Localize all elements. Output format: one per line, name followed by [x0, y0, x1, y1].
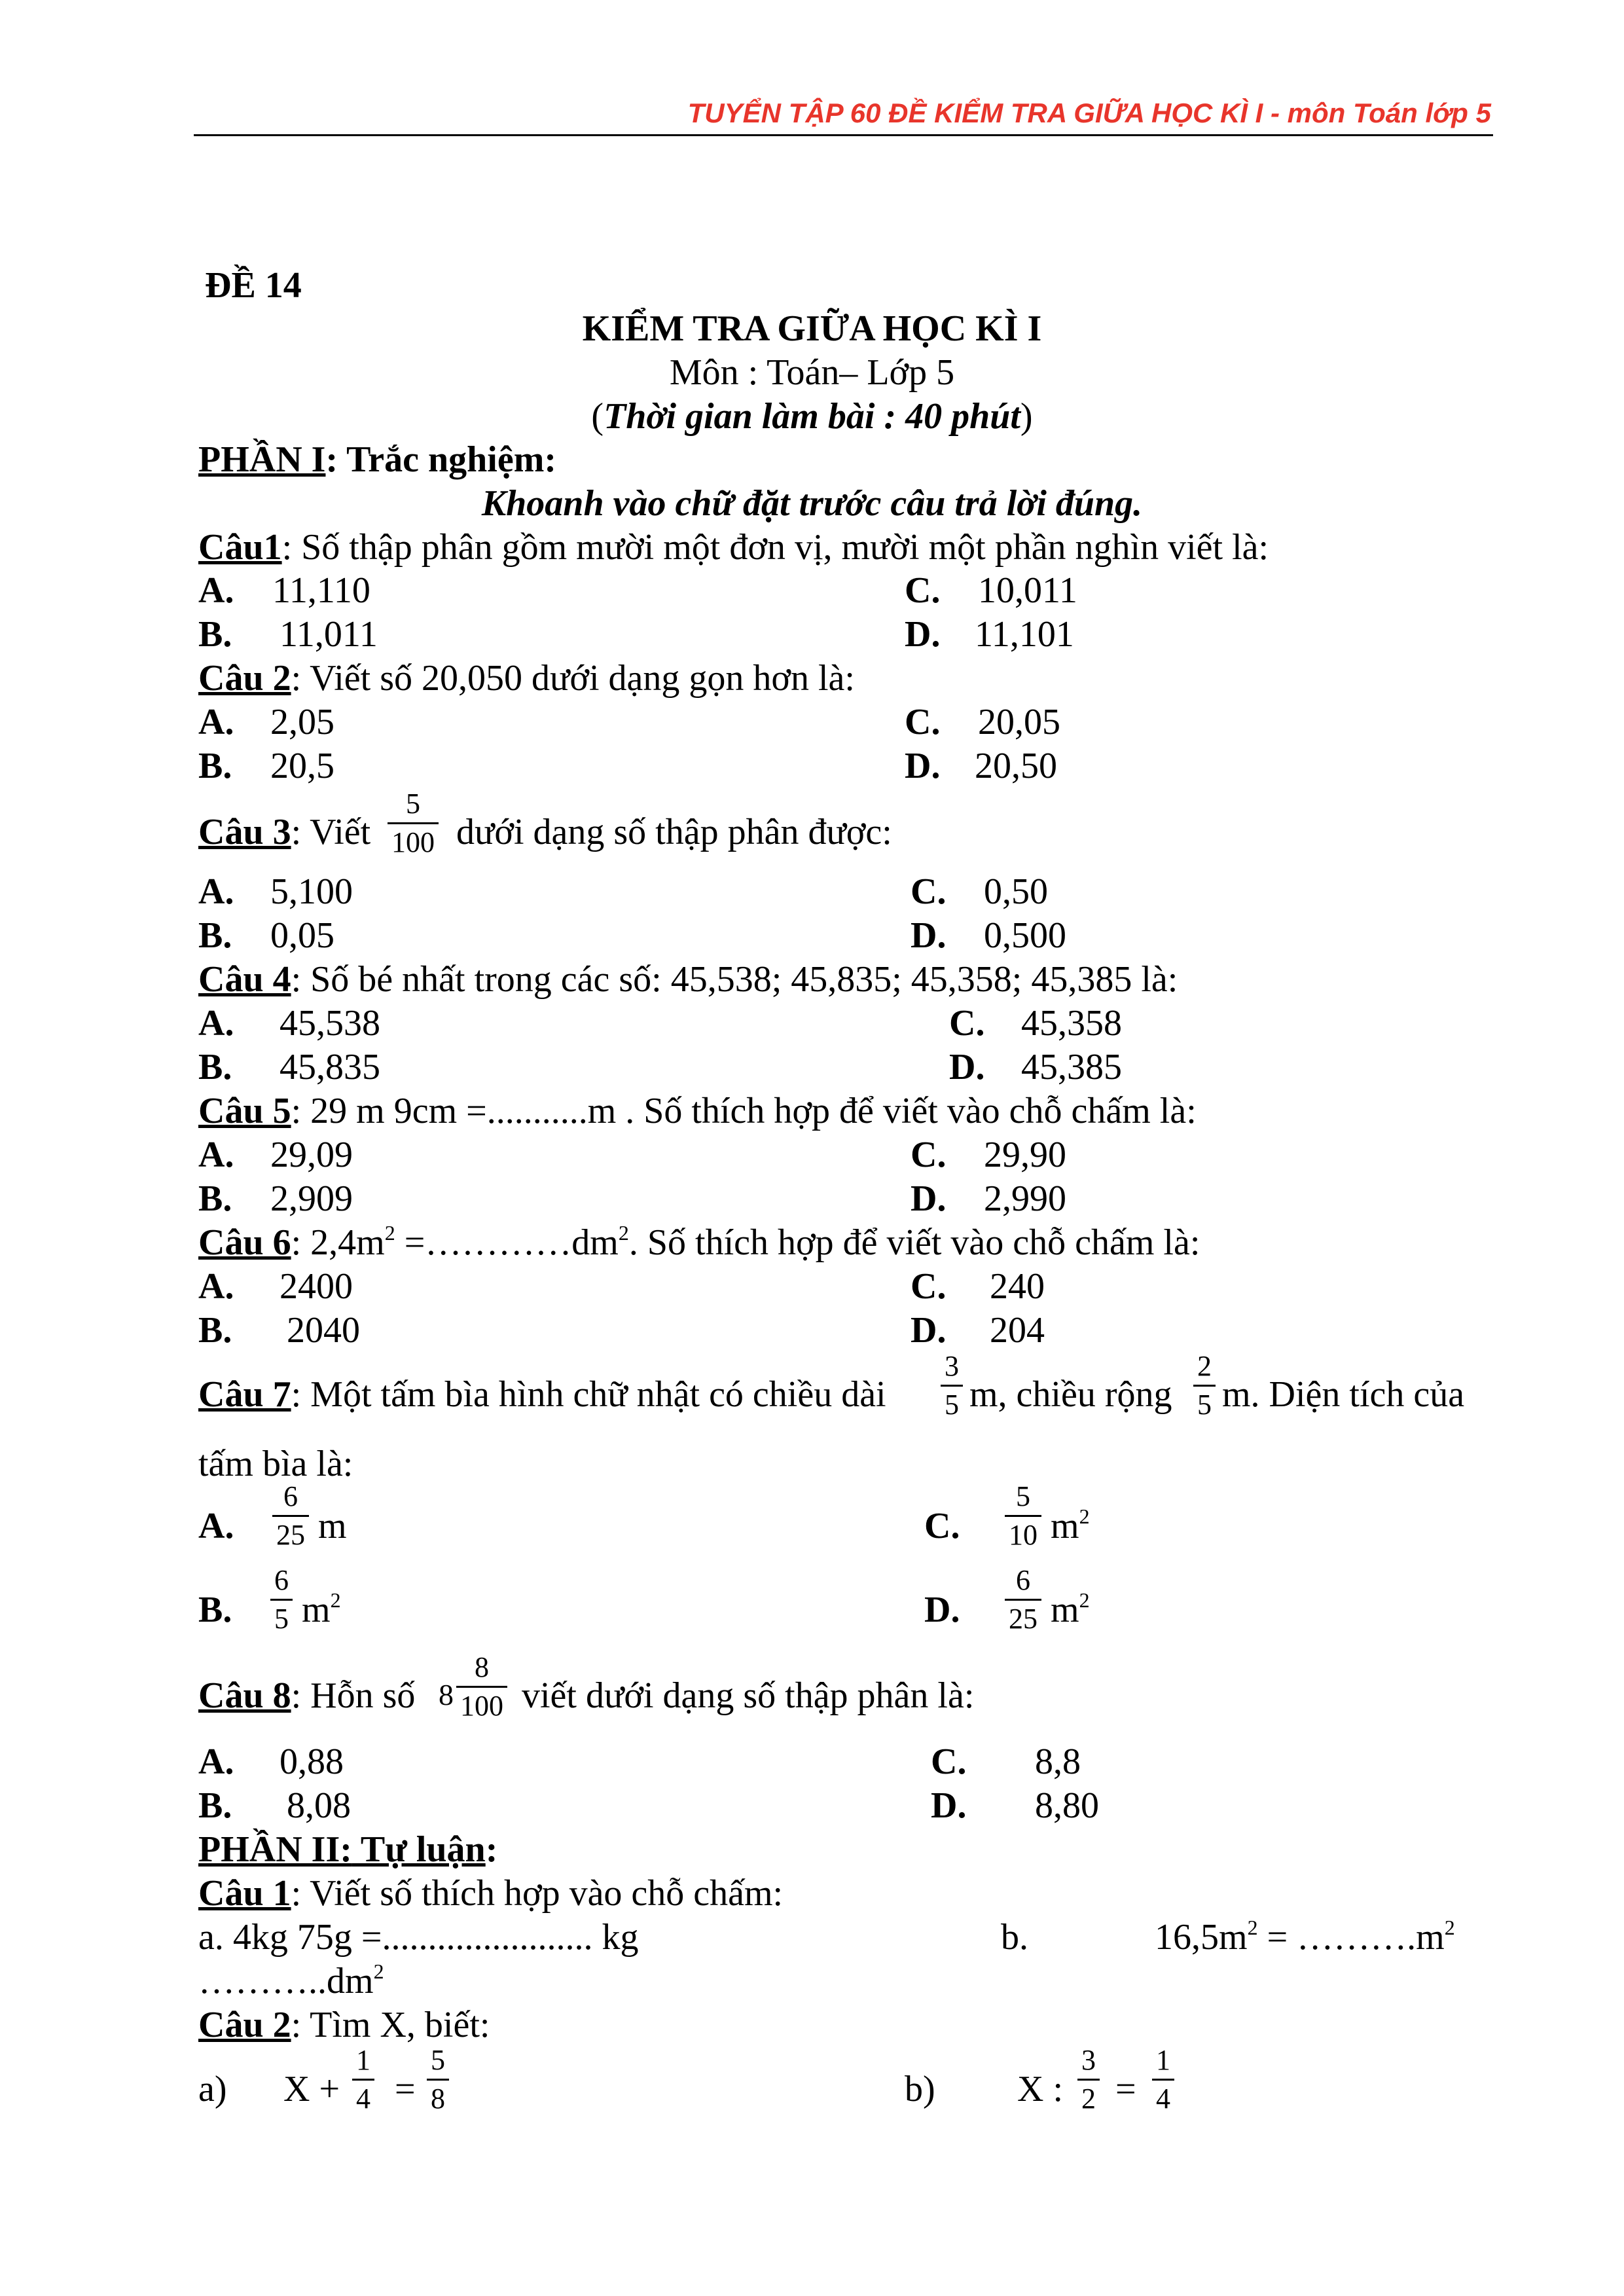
- q5-b-letter: B.: [198, 1178, 232, 1219]
- part1-instruction: Khoanh vào chữ đặt trước câu trả lời đúng.: [481, 483, 1143, 524]
- q1-c-value: 10,011: [978, 570, 1077, 611]
- q4-b-letter: B.: [198, 1047, 232, 1087]
- q8-d-value: 8,80: [1035, 1785, 1099, 1826]
- q4-d-value: 45,385: [1021, 1047, 1122, 1087]
- q7-d-num: 6: [1016, 1564, 1030, 1596]
- q3-c-value: 0,50: [984, 871, 1048, 912]
- q7-b-num: 6: [274, 1564, 289, 1596]
- q7-c-fraction: [1005, 1482, 1041, 1550]
- p2-q2-b-f1-den: 2: [1077, 2079, 1100, 2113]
- q7-c-unit-text: m: [1051, 1506, 1079, 1546]
- q6-b-letter: B.: [198, 1310, 232, 1351]
- q3-a-value: 5,100: [270, 871, 353, 912]
- q8-b-letter: B.: [198, 1785, 232, 1826]
- p2-q1-label: Câu 1: [198, 1873, 291, 1914]
- q2-d-letter: D.: [905, 746, 941, 786]
- q7-b-sup: 2: [330, 1588, 341, 1612]
- q7-c-unit: [1051, 1504, 1090, 1546]
- q2-label: Câu 2: [198, 658, 291, 699]
- exam-time: (Thời gian làm bài : 40 phút): [591, 396, 1033, 437]
- q8-c-letter: C.: [931, 1741, 967, 1782]
- q7-d-unit-text: m: [1051, 1590, 1079, 1630]
- q3-a-letter: A.: [198, 871, 234, 912]
- q7-stem-post: m. Diện tích của: [1222, 1374, 1465, 1415]
- q8-stem-pre: [198, 1677, 415, 1714]
- q8-d-letter: D.: [931, 1785, 967, 1826]
- q7-b-unit: [302, 1588, 341, 1630]
- q2-text: : Viết số 20,050 dưới dạng gọn hơn là:: [291, 658, 855, 699]
- p2-q2-b-frac2: [1152, 2046, 1174, 2113]
- q1-d-value: 11,101: [975, 614, 1074, 655]
- q3-b-letter: B.: [198, 915, 232, 956]
- q7-f1-den: 5: [941, 1385, 963, 1419]
- q5-b-value: 2,909: [270, 1178, 353, 1219]
- q3-fraction: [388, 790, 439, 857]
- p2-q1-line2-text: ………..dm: [198, 1961, 374, 2001]
- q8-label: Câu 8: [198, 1675, 291, 1716]
- p2-q2-b-f2-num: 1: [1156, 2044, 1170, 2076]
- q6-c-value: 240: [990, 1266, 1045, 1307]
- q1-b-letter: B.: [198, 614, 232, 655]
- q3-stem-post: dưới dạng số thập phân được:: [456, 812, 892, 852]
- q2-b-value: 20,5: [270, 746, 334, 786]
- q7-width-fraction: [1193, 1352, 1216, 1419]
- p2-q2-a-x: X +: [283, 2069, 340, 2109]
- q3-frac-den: 100: [388, 822, 439, 857]
- q8-c-value: 8,8: [1035, 1741, 1081, 1782]
- q7-pre: : Một tấm bìa hình chữ nhật có chiều dài: [291, 1374, 886, 1415]
- q8-a-value: 0,88: [280, 1741, 344, 1782]
- p2-q1-line2-sup: 2: [373, 1959, 384, 1983]
- q3-c-letter: C.: [911, 871, 947, 912]
- q2-a-letter: A.: [198, 702, 234, 742]
- q8-whole: 8: [439, 1678, 454, 1711]
- q1-text: : Số thập phân gồm mười một đơn vị, mười một phần nghìn viết là:: [281, 527, 1269, 568]
- q6-a-value: 2400: [280, 1266, 353, 1307]
- q3-d-value: 0,500: [984, 915, 1066, 956]
- q3-label: Câu 3: [198, 812, 291, 852]
- exam-number: ĐỀ 14: [205, 265, 302, 306]
- q7-a-den: 25: [272, 1515, 309, 1550]
- p2-q2-a-label: a): [198, 2069, 227, 2109]
- part1-heading-rest: : Trắc nghiệm:: [325, 439, 556, 480]
- q8-b-value: 8,08: [287, 1785, 351, 1826]
- p2-q2-a-f1-den: 4: [352, 2079, 374, 2113]
- p2-q1-b-expr: [1155, 1916, 1455, 1958]
- q1-b-value: 11,011: [280, 614, 378, 655]
- q7-d-unit: [1051, 1588, 1090, 1630]
- q2-stem: [198, 660, 855, 697]
- q2-a-value: 2,05: [270, 702, 334, 742]
- p2-q2-a-f2-num: 5: [431, 2044, 445, 2076]
- q3-frac-num: 5: [406, 788, 420, 820]
- q7-b-unit-text: m: [302, 1590, 331, 1630]
- q6-a-letter: A.: [198, 1266, 234, 1307]
- q5-c-letter: C.: [911, 1135, 947, 1175]
- q7-stem-pre: [198, 1376, 886, 1413]
- p2-q2-b-f1-num: 3: [1081, 2044, 1096, 2076]
- part2-rest: Tự luận: [352, 1829, 486, 1870]
- q2-c-letter: C.: [905, 702, 941, 742]
- p2-q1-b-sup1: 2: [1247, 1916, 1258, 1939]
- q4-stem: [198, 961, 1178, 998]
- q8-frac-den: 100: [456, 1686, 507, 1721]
- q7-stem-mid: m, chiều rộng: [969, 1374, 1172, 1415]
- q1-stem: [198, 529, 1269, 566]
- q5-a-value: 29,09: [270, 1135, 353, 1175]
- p2-q1-b-expr-text: 16,5m: [1155, 1917, 1248, 1958]
- q2-c-value: 20,05: [978, 702, 1060, 742]
- time-note: Thời gian làm bài : 40 phút: [604, 396, 1020, 437]
- q1-c-letter: C.: [905, 570, 941, 611]
- q7-c-den: 10: [1005, 1515, 1041, 1550]
- q7-a-unit: m: [318, 1506, 347, 1546]
- q7-f2-num: 2: [1197, 1350, 1212, 1382]
- p2-q2-b-f2-den: 4: [1152, 2079, 1174, 2113]
- header-rule: [194, 134, 1493, 136]
- p2-q2-label: Câu 2: [198, 2005, 291, 2045]
- q4-a-letter: A.: [198, 1003, 234, 1044]
- q5-label: Câu 5: [198, 1091, 291, 1131]
- q4-text: : Số bé nhất trong các số: 45,538; 45,835; 45,358; 45,385 là:: [291, 959, 1178, 1000]
- q6-label: Câu 6: [198, 1222, 291, 1263]
- q5-d-value: 2,990: [984, 1178, 1066, 1219]
- q7-stem-line2: tấm bìa là:: [198, 1444, 353, 1484]
- q3-stem-pre: [198, 814, 370, 850]
- q1-a-value: 11,110: [272, 570, 370, 611]
- p2-q1-b-sup2: 2: [1444, 1916, 1455, 1939]
- q7-d-den: 25: [1005, 1599, 1041, 1633]
- q6-stem: [198, 1221, 1200, 1263]
- q7-d-fraction: [1005, 1566, 1041, 1633]
- q3-d-letter: D.: [911, 915, 947, 956]
- q6-pre: : 2,4m: [291, 1222, 385, 1263]
- q7-a-num: 6: [283, 1480, 298, 1512]
- p2-q1-b-rest: = ……….m: [1257, 1917, 1445, 1958]
- q7-d-letter: D.: [924, 1590, 960, 1630]
- q6-c-letter: C.: [911, 1266, 947, 1307]
- q8-fraction: [456, 1653, 507, 1721]
- q8-pre: : Hỗn số: [291, 1675, 416, 1716]
- part2-label: PHẦN II:: [198, 1829, 352, 1870]
- q5-text: : 29 m 9cm =...........m . Số thích hợp để viết vào chỗ chấm là:: [291, 1091, 1197, 1131]
- p2-q1-b-label: b.: [1001, 1917, 1028, 1958]
- q6-b-value: 2040: [287, 1310, 360, 1351]
- q5-a-letter: A.: [198, 1135, 234, 1175]
- p2-q2-a-frac1: [352, 2046, 374, 2113]
- p2-q1-text: : Viết số thích hợp vào chỗ chấm:: [291, 1873, 784, 1914]
- q4-b-value: 45,835: [280, 1047, 380, 1087]
- p2-q2-stem: [198, 2007, 490, 2043]
- exam-title: KIỂM TRA GIỮA HỌC KÌ I: [582, 308, 1042, 349]
- q4-c-letter: C.: [949, 1003, 985, 1044]
- p2-q2-a-eq: =: [395, 2069, 416, 2109]
- p2-q2-a-f2-den: 8: [427, 2079, 449, 2113]
- q4-c-value: 45,358: [1021, 1003, 1122, 1044]
- p2-q2-text: : Tìm X, biết:: [291, 2005, 490, 2045]
- q7-b-fraction: [270, 1566, 293, 1633]
- p2-q1-a: a. 4kg 75g =....................... kg: [198, 1917, 639, 1958]
- q7-a-fraction: [272, 1482, 309, 1550]
- q7-b-den: 5: [270, 1599, 293, 1633]
- q1-label: Câu1: [198, 527, 282, 568]
- p2-q1-line2: [198, 1959, 384, 2001]
- p2-q2-a-frac2: [427, 2046, 449, 2113]
- q7-label: Câu 7: [198, 1374, 291, 1415]
- q7-b-letter: B.: [198, 1590, 232, 1630]
- q7-length-fraction: [941, 1352, 963, 1419]
- q4-d-letter: D.: [949, 1047, 985, 1087]
- q8-frac-num: 8: [475, 1651, 489, 1683]
- p2-q2-b-label: b): [905, 2069, 935, 2109]
- q6-d-letter: D.: [911, 1310, 947, 1351]
- q7-c-letter: C.: [924, 1506, 960, 1546]
- q7-c-num: 5: [1016, 1480, 1030, 1512]
- q6-mid: =…………dm: [395, 1222, 619, 1263]
- q7-a-letter: A.: [198, 1506, 234, 1546]
- q1-d-letter: D.: [905, 614, 941, 655]
- q6-sup1: 2: [384, 1221, 395, 1245]
- p2-q2-b-eq: =: [1115, 2069, 1136, 2109]
- q4-a-value: 45,538: [280, 1003, 380, 1044]
- part2-heading: PHẦN II: Tự luận:: [198, 1829, 498, 1870]
- exam-subject: Môn : Toán– Lớp 5: [669, 352, 955, 393]
- q6-sup2: 2: [618, 1221, 629, 1245]
- q7-d-sup: 2: [1079, 1588, 1090, 1612]
- q6-post: . Số thích hợp để viết vào chỗ chấm là:: [628, 1222, 1200, 1263]
- q2-d-value: 20,50: [975, 746, 1057, 786]
- part1-label: PHẦN I: [198, 439, 326, 480]
- page-header: TUYỂN TẬP 60 ĐỀ KIỂM TRA GIỮA HỌC KÌ I - môn Toán lớp 5: [687, 98, 1491, 128]
- q3-pre: : Viết: [291, 812, 371, 852]
- q5-stem: [198, 1093, 1197, 1129]
- p2-q2-b-x: X :: [1017, 2069, 1063, 2109]
- q8-stem-post: viết dưới dạng số thập phân là:: [522, 1675, 975, 1716]
- q5-c-value: 29,90: [984, 1135, 1066, 1175]
- q1-a-letter: A.: [198, 570, 234, 611]
- q4-label: Câu 4: [198, 959, 291, 1000]
- p2-q2-a-f1-num: 1: [356, 2044, 370, 2076]
- q8-a-letter: A.: [198, 1741, 234, 1782]
- q7-f2-den: 5: [1193, 1385, 1216, 1419]
- q6-d-value: 204: [990, 1310, 1045, 1351]
- q5-d-letter: D.: [911, 1178, 947, 1219]
- q3-b-value: 0,05: [270, 915, 334, 956]
- p2-q1-stem: [198, 1875, 783, 1912]
- part1-heading: [198, 441, 556, 478]
- p2-q2-b-frac1: [1077, 2046, 1100, 2113]
- q7-f1-num: 3: [945, 1350, 959, 1382]
- q2-b-letter: B.: [198, 746, 232, 786]
- q7-c-sup: 2: [1079, 1504, 1090, 1528]
